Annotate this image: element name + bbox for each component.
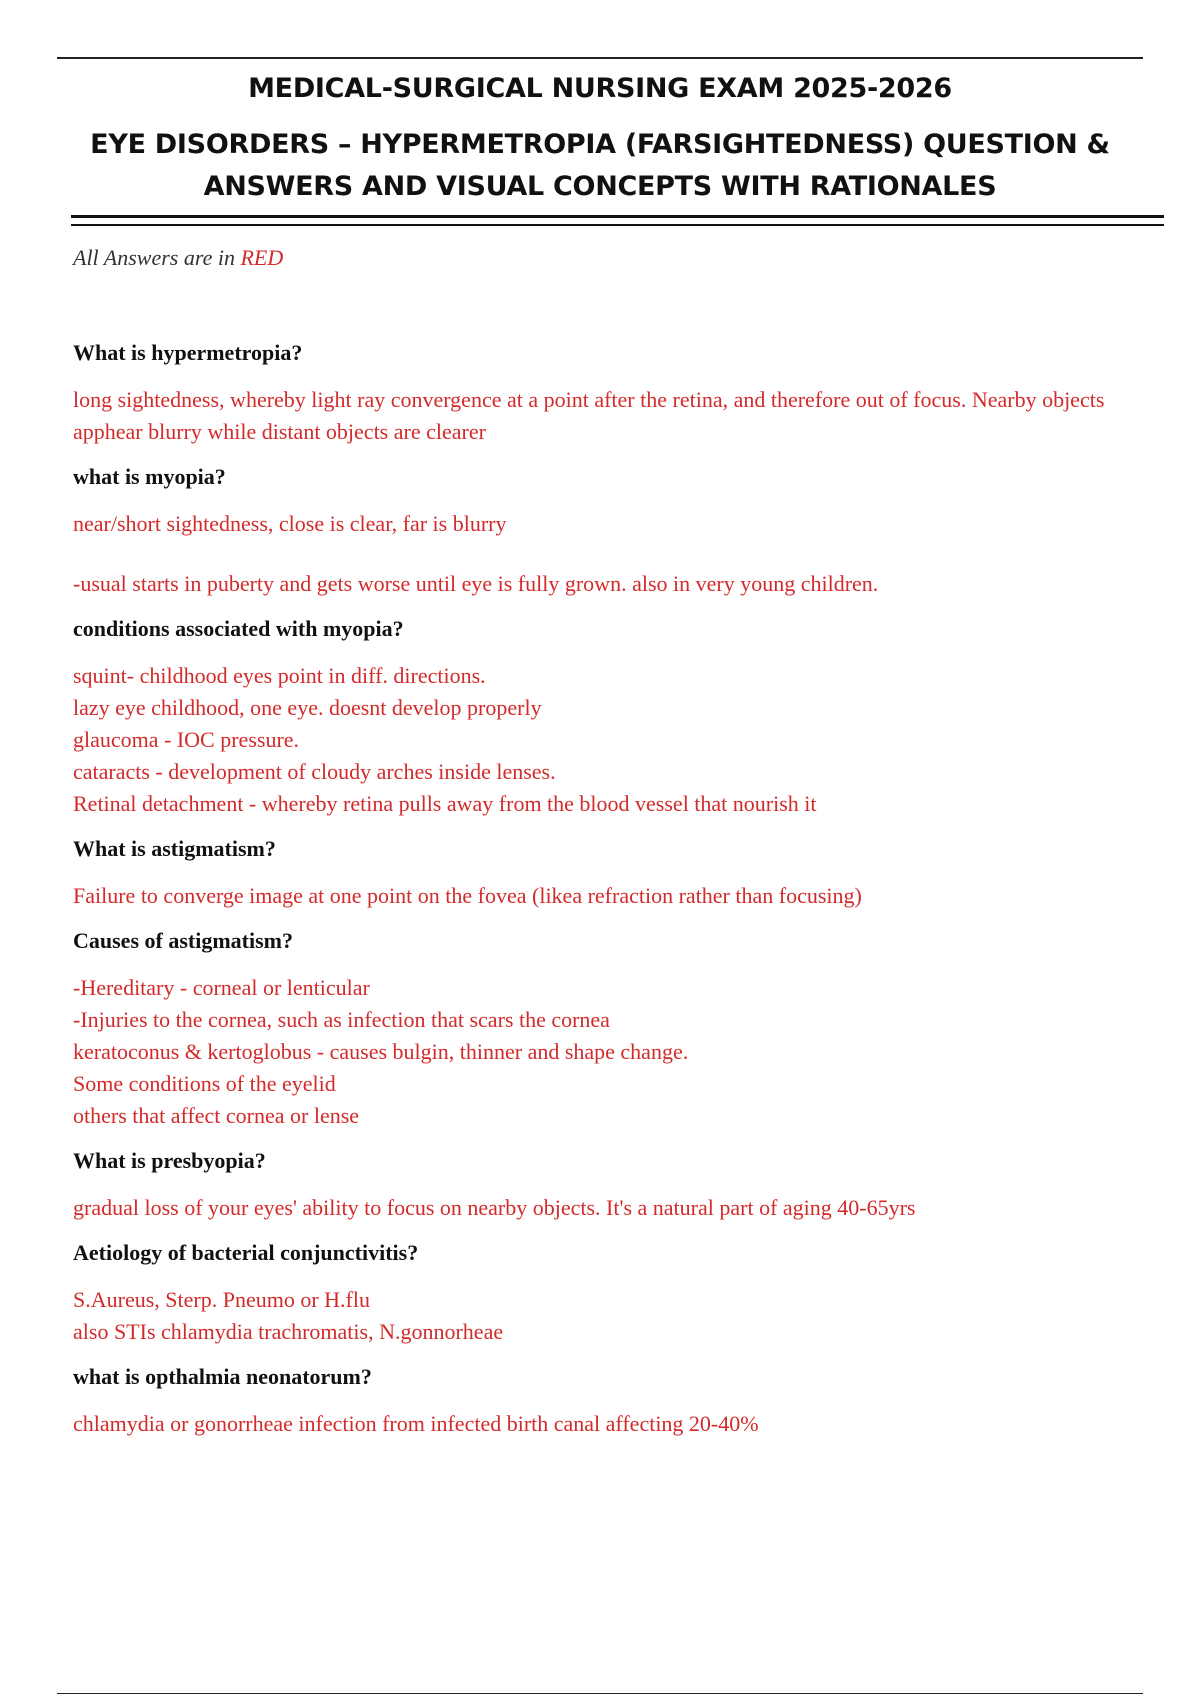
answer-line: near/short sightedness, close is clear, far is blurry (73, 511, 507, 536)
top-rule (57, 57, 1143, 59)
answer-line: cataracts - development of cloudy arches inside lenses. (73, 759, 556, 784)
question-6: What is presbyopia? (73, 1148, 266, 1173)
answer-6 (73, 1192, 1140, 1224)
answer-line: -Injuries to the cornea, such as infection that scars the cornea (73, 1007, 610, 1032)
question-4: What is astigmatism? (73, 836, 276, 861)
answer-1 (73, 384, 1140, 448)
intro-note (73, 245, 283, 271)
question-2: what is myopia? (73, 464, 226, 489)
intro-highlight: RED (240, 245, 284, 270)
answer-line: glaucoma - IOC pressure. (73, 727, 300, 752)
question-5: Causes of astigmatism? (73, 928, 293, 953)
answer-2-extra (73, 568, 1140, 600)
subtitle-line-2: ANSWERS AND VISUAL CONCEPTS WITH RATIONALES (203, 171, 997, 202)
answer-line: long sightedness, whereby light ray convergence at a point after the retina, and therefore out of focus. Nearby objects apphear blurry while distant objects are clearer (73, 387, 1105, 444)
question-1: What is hypermetropia? (73, 340, 303, 365)
answer-4 (73, 880, 1140, 912)
answer-line: chlamydia or gonorrheae infection from infected birth canal affecting 20-40% (73, 1411, 759, 1436)
answer-line: lazy eye childhood, one eye. doesnt develop properly (73, 695, 542, 720)
answer-line: others that affect cornea or lense (73, 1103, 360, 1128)
answer-5 (73, 972, 1140, 1132)
qa-list (73, 338, 1140, 1454)
bottom-rule (57, 1693, 1143, 1694)
answer-7 (73, 1284, 1140, 1348)
answer-line: -usual starts in puberty and gets worse until eye is fully grown. also in very young children. (73, 571, 879, 596)
answer-line: also STIs chlamydia trachromatis, N.gonnorheae (73, 1319, 504, 1344)
answer-2 (73, 508, 1140, 540)
question-3: conditions associated with myopia? (73, 616, 404, 641)
answer-3 (73, 660, 1140, 820)
answer-line: keratoconus & kertoglobus - causes bulgin, thinner and shape change. (73, 1039, 689, 1064)
answer-line: S.Aureus, Sterp. Pneumo or H.flu (73, 1287, 370, 1312)
answer-line: squint- childhood eyes point in diff. directions. (73, 663, 486, 688)
answer-line: Failure to converge image at one point on the fovea (likea refraction rather than focusing) (73, 883, 862, 908)
document-header (60, 70, 1140, 208)
header-double-rule (71, 215, 1164, 226)
answer-line: gradual loss of your eyes' ability to focus on nearby objects. It's a natural part of aging 40-65yrs (73, 1195, 916, 1220)
document-title: MEDICAL-SURGICAL NURSING EXAM 2025-2026 (248, 73, 952, 104)
answer-line: Some conditions of the eyelid (73, 1071, 336, 1096)
answer-line: -Hereditary - corneal or lenticular (73, 975, 370, 1000)
question-7: Aetiology of bacterial conjunctivitis? (73, 1240, 419, 1265)
answer-8 (73, 1408, 1140, 1440)
question-8: what is opthalmia neonatorum? (73, 1364, 372, 1389)
document-subtitle (60, 124, 1140, 208)
intro-prefix: All Answers are in (73, 245, 241, 270)
subtitle-line-1: EYE DISORDERS – HYPERMETROPIA (FARSIGHTEDNESS) QUESTION & (90, 129, 1110, 160)
answer-line: Retinal detachment - whereby retina pulls away from the blood vessel that nourish it (73, 791, 817, 816)
